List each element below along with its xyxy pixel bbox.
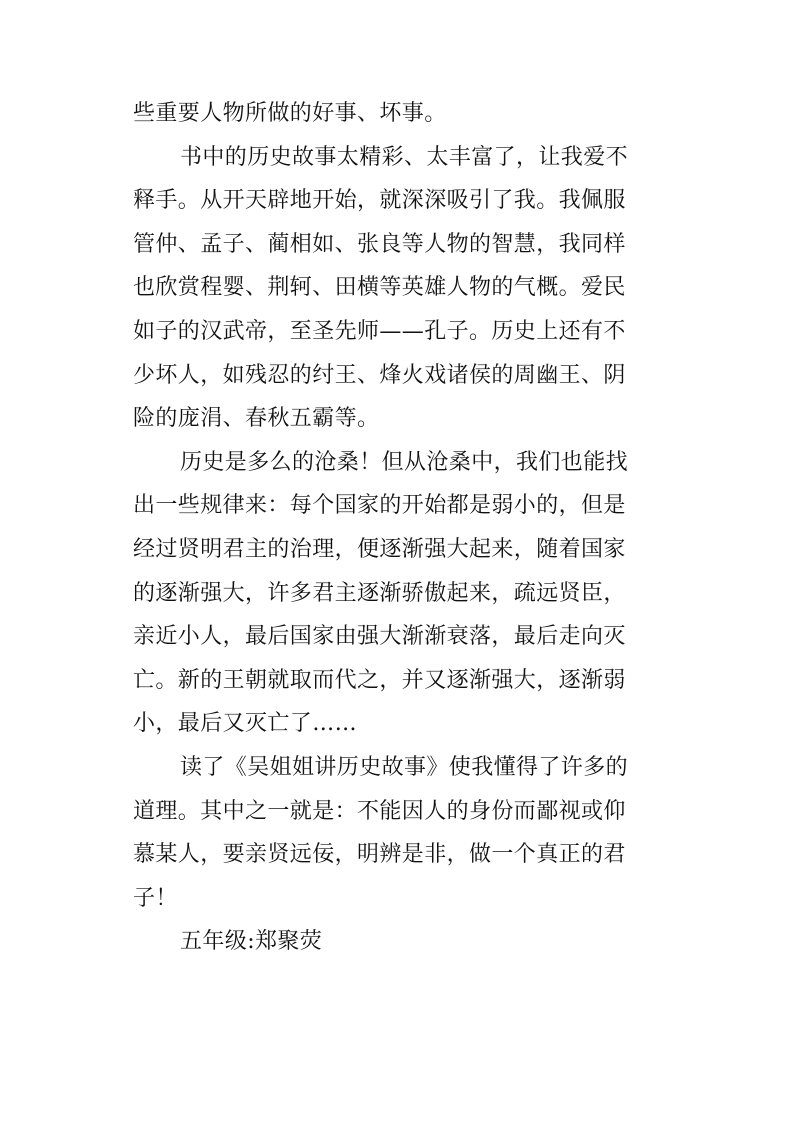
text-line: 慕某人，要亲贤远佞，明辨是非，做一个真正的君 bbox=[133, 842, 626, 868]
text-line: 险的庞涓、春秋五霸等。 bbox=[133, 406, 380, 432]
text-line: 少坏人，如残忍的纣王、烽火戏诸侯的周幽王、阴 bbox=[133, 362, 626, 388]
text-line: 经过贤明君主的治理，便逐渐强大起来，随着国家 bbox=[133, 536, 626, 562]
text-line: 子！ bbox=[133, 885, 178, 911]
text-line: 亲近小人，最后国家由强大渐渐衰落，最后走向灭 bbox=[133, 624, 626, 650]
text-line: 出一些规律来：每个国家的开始都是弱小的，但是 bbox=[133, 493, 626, 519]
text-line: 管仲、孟子、蔺相如、张良等人物的智慧，我同样 bbox=[133, 231, 626, 257]
text-line: 读了《吴姐姐讲历史故事》使我懂得了许多的 bbox=[180, 754, 629, 780]
text-line: 小，最后又灭亡了…… bbox=[133, 711, 358, 737]
author-signature: 五年级:郑聚荧 bbox=[180, 929, 323, 955]
essay-text bbox=[133, 92, 661, 964]
text-line: 亡。新的王朝就取而代之，并又逐渐强大，逐渐弱 bbox=[133, 667, 626, 693]
text-line: 释手。从开天辟地开始，就深深吸引了我。我佩服 bbox=[133, 188, 626, 214]
text-line: 历史是多么的沧桑！但从沧桑中，我们也能找 bbox=[180, 449, 629, 475]
text-line: 些重要人物所做的好事、坏事。 bbox=[133, 101, 447, 126]
text-line: 如子的汉武帝，至圣先师——孔子。历史上还有不 bbox=[133, 318, 626, 344]
text-line: 道理。其中之一就是：不能因人的身份而鄙视或仰 bbox=[133, 798, 626, 824]
text-line: 也欣赏程婴、荆轲、田横等英雄人物的气概。爱民 bbox=[133, 275, 626, 301]
text-line: 的逐渐强大，许多君主逐渐骄傲起来，疏远贤臣， bbox=[133, 580, 626, 606]
text-line: 书中的历史故事太精彩、太丰富了，让我爱不 bbox=[180, 144, 629, 170]
